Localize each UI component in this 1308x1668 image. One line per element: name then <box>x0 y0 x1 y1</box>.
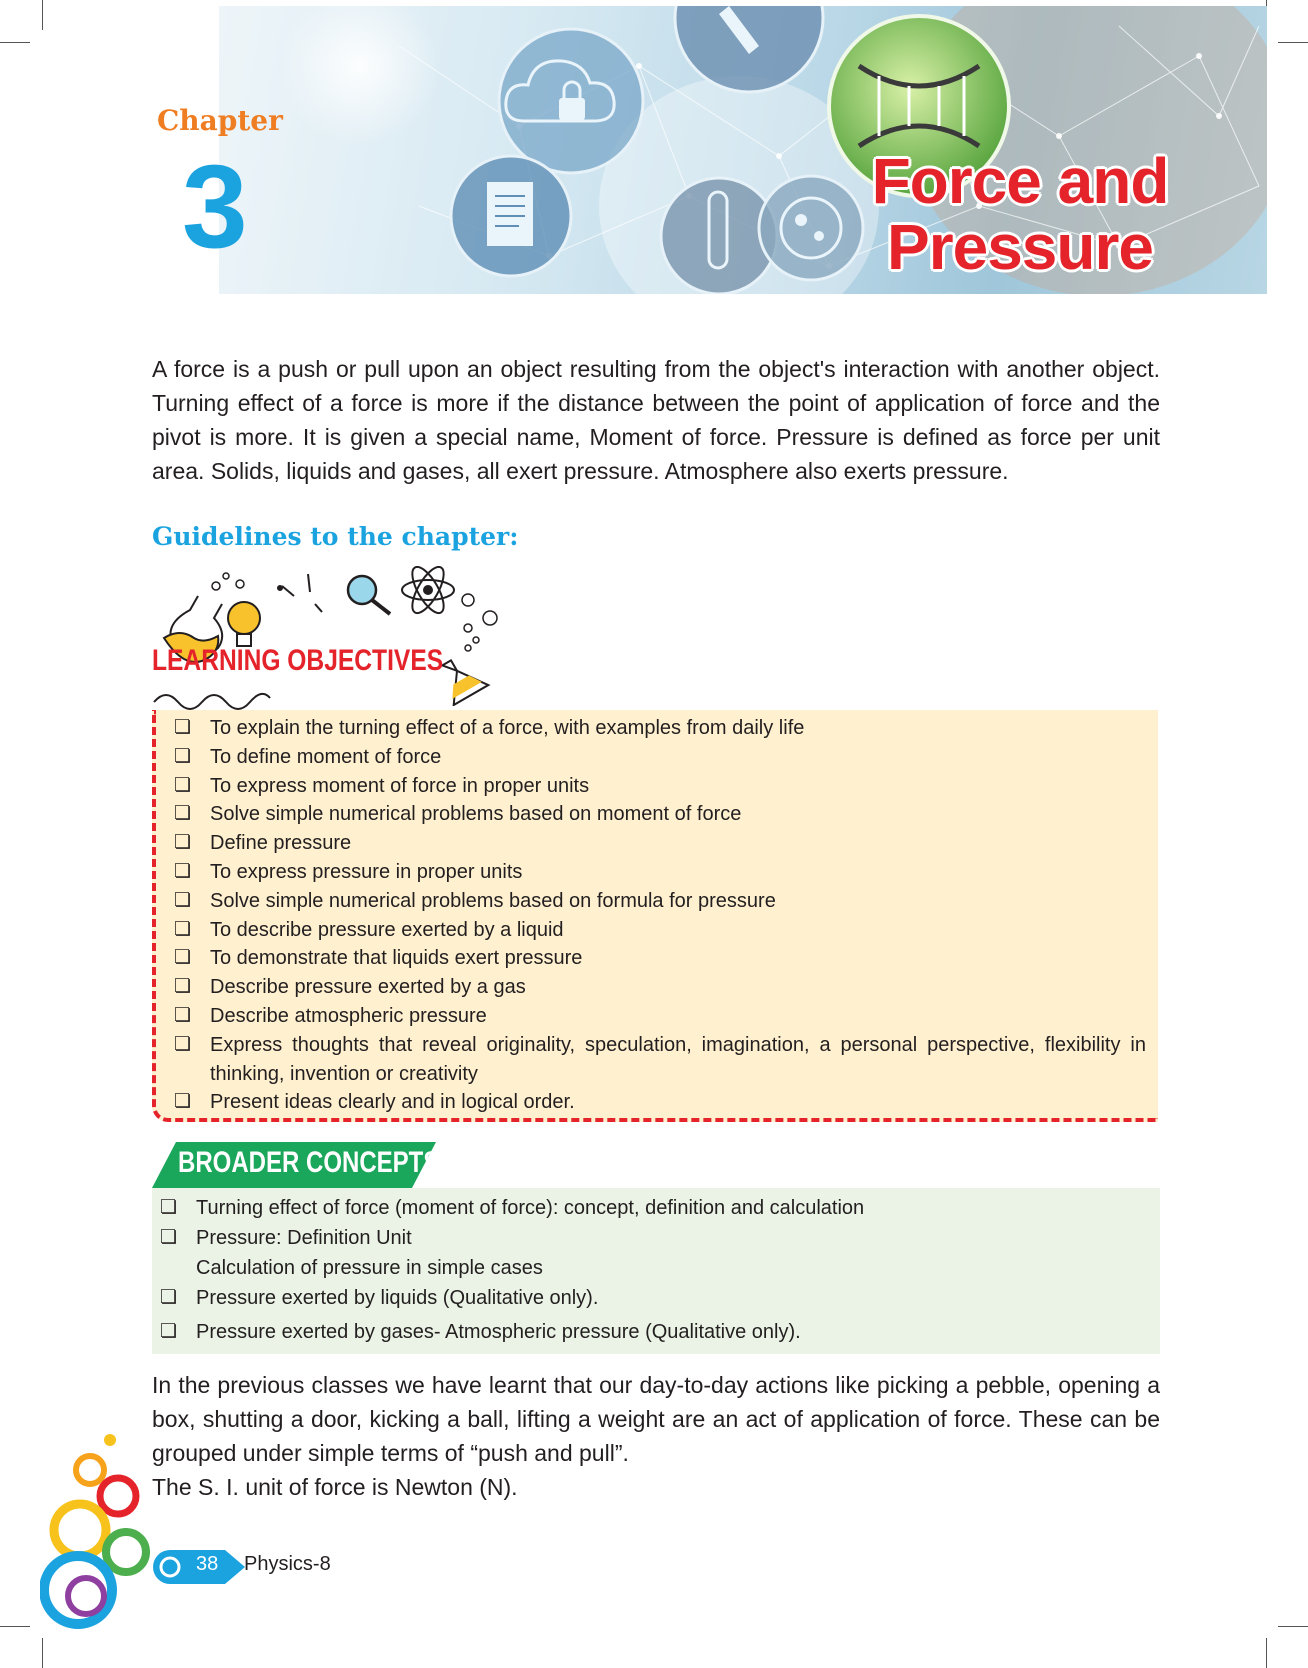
checkbox-bullet-icon: ❏ <box>174 1091 192 1113</box>
page-number: 38 <box>196 1553 219 1575</box>
learning-objective-item-text: Solve simple numerical problems based on formula for pressure <box>210 889 776 912</box>
wavy-underline <box>152 686 272 710</box>
checkbox-bullet-icon: ❏ <box>174 889 192 911</box>
broader-concept-item <box>160 1317 1150 1347</box>
book-name: Physics-8 <box>244 1553 331 1575</box>
learning-objective-item <box>174 1088 1146 1117</box>
cloud-lock-icon <box>499 29 643 173</box>
learning-objective-item <box>174 743 1146 772</box>
chapter-title-line1: Force and <box>871 145 1169 217</box>
checkbox-bullet-icon: ❏ <box>174 1033 192 1055</box>
checkbox-bullet-icon: ❏ <box>174 774 192 796</box>
broader-concept-item-text: Turning effect of force (moment of force): concept, definition and calculation <box>196 1197 865 1219</box>
learning-objective-item <box>174 1002 1146 1031</box>
learning-objectives-title: LEARNING OBJECTIVES <box>152 644 444 677</box>
broader-concepts-title: BROADER CONCEPTS <box>178 1146 440 1179</box>
learning-objective-item-text: To demonstrate that liquids exert pressure <box>210 947 583 970</box>
crop-mark <box>1266 1638 1267 1668</box>
learning-objective-item <box>174 887 1146 916</box>
broader-concept-item-text: Calculation of pressure in simple cases <box>196 1257 543 1279</box>
broader-concept-item <box>160 1223 1150 1253</box>
checkbox-bullet-icon: ❏ <box>174 918 192 940</box>
learning-objective-item <box>174 973 1146 1002</box>
closing-paragraph: In the previous classes we have learnt that our day-to-day actions like picking a pebble, opening a box, shutting a door, kicking a ball, lifting a weight are an act of application of force. These can be grouped under simple terms of “push and pull”. <box>152 1372 1160 1466</box>
crop-mark <box>42 0 43 30</box>
learning-objective-item-text: To express pressure in proper units <box>210 860 523 883</box>
crop-mark <box>1278 1626 1308 1627</box>
science-doodles <box>150 566 510 706</box>
decorative-circles <box>40 1400 160 1640</box>
learning-objective-item <box>174 944 1146 973</box>
learning-objective-item-text: Solve simple numerical problems based on moment of force <box>210 803 742 826</box>
checkbox-bullet-icon: ❏ <box>160 1197 178 1218</box>
learning-objective-item-text: Describe atmospheric pressure <box>210 1004 487 1027</box>
broader-concept-item <box>160 1253 1150 1283</box>
bulb-icon <box>228 602 260 646</box>
si-unit-statement: The S. I. unit of force is Newton (N). <box>152 1474 518 1500</box>
checkbox-bullet-icon: ❏ <box>174 745 192 767</box>
checkbox-bullet-icon: ❏ <box>174 976 192 998</box>
learning-objective-item <box>174 1031 1146 1089</box>
crop-mark <box>0 42 30 43</box>
intro-paragraph: A force is a push or pull upon an object resulting from the object's interaction with another object. Turning effect of a force is more if the distance between the point of application of force and the pivot is more. It is given a special name, Moment of force. Pressure is defined as force per unit area. Solids, liquids and gases, all exert pressure. Atmosphere also exerts pressure. <box>152 356 1160 484</box>
atom-icon <box>402 566 454 618</box>
broader-concept-item-text: Pressure: Definition Unit <box>196 1227 412 1249</box>
learning-objective-item <box>174 800 1146 829</box>
learning-objective-item-text: To describe pressure exerted by a liquid <box>210 918 564 941</box>
learning-objective-item-text: To express moment of force in proper units <box>210 774 590 797</box>
guidelines-heading: Guidelines to the chapter: <box>152 522 519 551</box>
learning-objective-item <box>174 916 1146 945</box>
microscope-icon <box>675 6 823 92</box>
learning-objective-item-text: Express thoughts that reveal originality, speculation, imagination, a personal perspective, flexibility in thinking, invention or creativity <box>210 1033 1146 1085</box>
checkbox-bullet-icon: ❏ <box>160 1227 178 1248</box>
checkbox-bullet-icon: ❏ <box>160 1321 178 1342</box>
chapter-title-line2: Pressure <box>887 211 1153 283</box>
crop-mark <box>42 1638 43 1668</box>
learning-objective-item <box>174 714 1146 743</box>
broader-concept-item-text: Pressure exerted by gases- Atmospheric pressure (Qualitative only). <box>196 1321 801 1343</box>
broader-concept-item <box>160 1193 1150 1223</box>
crop-mark <box>0 1626 30 1627</box>
document-icon <box>451 156 571 276</box>
learning-objective-item-text: Describe pressure exerted by a gas <box>210 976 526 999</box>
broader-concept-item-text: Pressure exerted by liquids (Qualitative only). <box>196 1287 599 1309</box>
checkbox-bullet-icon: ❏ <box>160 1287 178 1308</box>
chapter-number: 3 <box>182 141 248 273</box>
broader-concept-item <box>160 1283 1150 1313</box>
learning-objective-item <box>174 858 1146 887</box>
checkbox-bullet-icon: ❏ <box>174 860 192 882</box>
learning-objective-item-text: To define moment of force <box>210 745 442 768</box>
broader-concepts-list <box>160 1193 1150 1347</box>
checkbox-bullet-icon: ❏ <box>174 832 192 854</box>
magnifier-icon <box>348 576 390 614</box>
checkbox-bullet-icon: ❏ <box>174 803 192 825</box>
crop-mark <box>1278 42 1308 43</box>
chapter-title <box>860 145 1180 283</box>
learning-objective-item-text: Define pressure <box>210 832 352 855</box>
chapter-label: Chapter <box>157 104 283 137</box>
learning-objective-item <box>174 772 1146 801</box>
learning-objective-item-text: Present ideas clearly and in logical order. <box>210 1091 575 1114</box>
learning-objective-item <box>174 829 1146 858</box>
learning-objective-item-text: To explain the turning effect of a force, with examples from daily life <box>210 717 805 739</box>
checkbox-bullet-icon: ❏ <box>174 947 192 969</box>
learning-objectives-list <box>174 714 1146 1117</box>
checkbox-bullet-icon: ❏ <box>174 717 192 738</box>
petri-dish-icon <box>759 176 863 280</box>
bubbles-icon <box>462 594 497 651</box>
checkbox-bullet-icon: ❏ <box>174 1004 192 1026</box>
